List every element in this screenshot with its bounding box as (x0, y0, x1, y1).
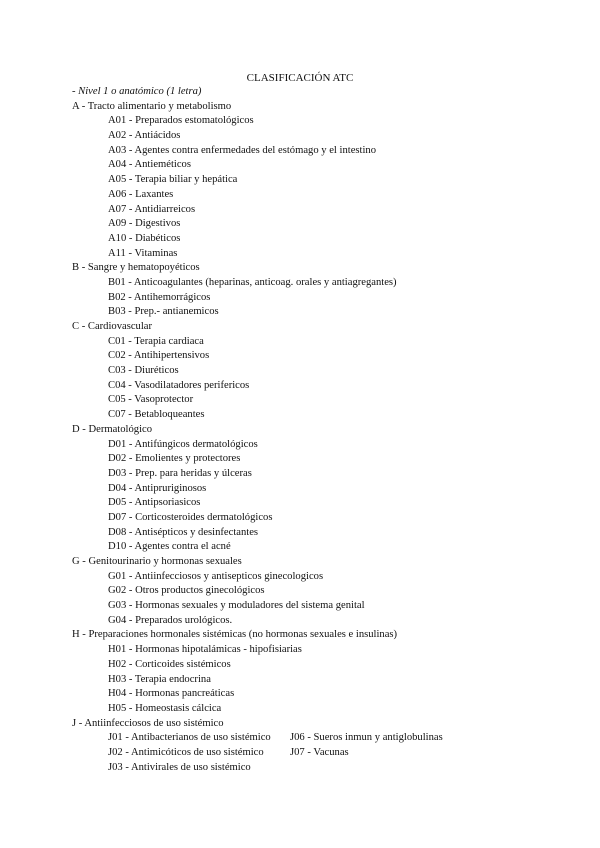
group-item: H04 - Hormonas pancreáticas (108, 688, 235, 700)
group-item: H05 - Homeostasis cálcica (108, 702, 222, 714)
group-heading: B - Sangre y hematopoyéticos (72, 262, 200, 274)
group-item: C02 - Antihipertensivos (108, 350, 210, 362)
group-item: C01 - Terapia cardiaca (108, 335, 204, 347)
group-item: D03 - Prep. para heridas y úlceras (108, 467, 252, 479)
group-item: J02 - Antimicóticos de uso sistémico (108, 746, 264, 758)
group-item: B01 - Anticoagulantes (heparinas, anticoag. orales y antiagregantes) (108, 276, 397, 288)
group-item: D08 - Antisépticos y desinfectantes (108, 526, 259, 538)
classification-list (72, 85, 592, 775)
group-item: D01 - Antifúngicos dermatológicos (108, 438, 258, 450)
group-item: C05 - Vasoprotector (108, 394, 194, 406)
group-item: J03 - Antivirales de uso sistémico (108, 761, 251, 773)
group-item: A10 - Diabéticos (108, 232, 181, 244)
group-item: G01 - Antiinfecciosos y antisepticos ginecologicos (108, 570, 324, 582)
group-heading: H - Preparaciones hormonales sistémicas (no hormonas sexuales e insulinas) (72, 629, 398, 641)
group-heading: D - Dermatológico (72, 423, 153, 435)
group-heading: J - Antiinfecciosos de uso sistémico (72, 717, 224, 729)
group-item: J07 - Vacunas (290, 746, 349, 758)
group-item: D04 - Antipruriginosos (108, 482, 207, 494)
group-item: D10 - Agentes contra el acné (108, 541, 231, 553)
group-item: A07 - Antidiarreicos (108, 203, 196, 215)
level-subtitle: - Nivel 1 o anatómico (1 letra) (72, 86, 202, 97)
group-item: G04 - Preparados urológicos. (108, 614, 233, 626)
group-item: A09 - Digestivos (108, 218, 181, 230)
group-heading: C - Cardiovascular (72, 321, 153, 332)
group-item: G02 - Otros productos ginecológicos (108, 585, 265, 597)
group-item: C07 - Betabloqueantes (108, 409, 205, 421)
group-item: A11 - Vitaminas (108, 247, 178, 259)
group-item: J06 - Sueros inmun y antiglobulinas (290, 732, 443, 744)
group-item: H02 - Corticoides sistémicos (108, 658, 231, 670)
group-item: H01 - Hormonas hipotalámicas - hipofisiarias (108, 644, 302, 656)
group-item: D05 - Antipsoriasicos (108, 497, 201, 509)
group-item: B03 - Prep.- antianemicos (108, 306, 219, 318)
group-heading: G - Genitourinario y hormonas sexuales (72, 556, 242, 567)
group-item: C03 - Diuréticos (108, 365, 179, 377)
group-heading: A - Tracto alimentario y metabolismo (72, 100, 232, 112)
group-item-row (72, 746, 592, 761)
group-item-row (72, 731, 592, 746)
group-item: A03 - Agentes contra enfermedades del estómago y el intestino (108, 144, 376, 156)
group-item: B02 - Antihemorrágicos (108, 291, 211, 303)
group-item: A04 - Antieméticos (108, 159, 191, 171)
group-item: H03 - Terapia endocrina (108, 673, 211, 685)
group-item: J01 - Antibacterianos de uso sistémico (108, 732, 271, 744)
group-item: G03 - Hormonas sexuales y moduladores del sistema genital (108, 600, 365, 612)
document-title: CLASIFICACIÓN ATC (246, 72, 354, 84)
group-item-row (72, 761, 592, 776)
group-item: A06 - Laxantes (108, 188, 174, 200)
group-item: A01 - Preparados estomatológicos (108, 115, 254, 127)
group-item: A02 - Antiácidos (108, 130, 181, 142)
group-item: D02 - Emolientes y protectores (108, 453, 241, 465)
group-item: A05 - Terapia biliar y hepática (108, 174, 238, 186)
group-item: D07 - Corticosteroides dermatológicos (108, 511, 273, 523)
group-item: C04 - Vasodilatadores perifericos (108, 379, 250, 391)
